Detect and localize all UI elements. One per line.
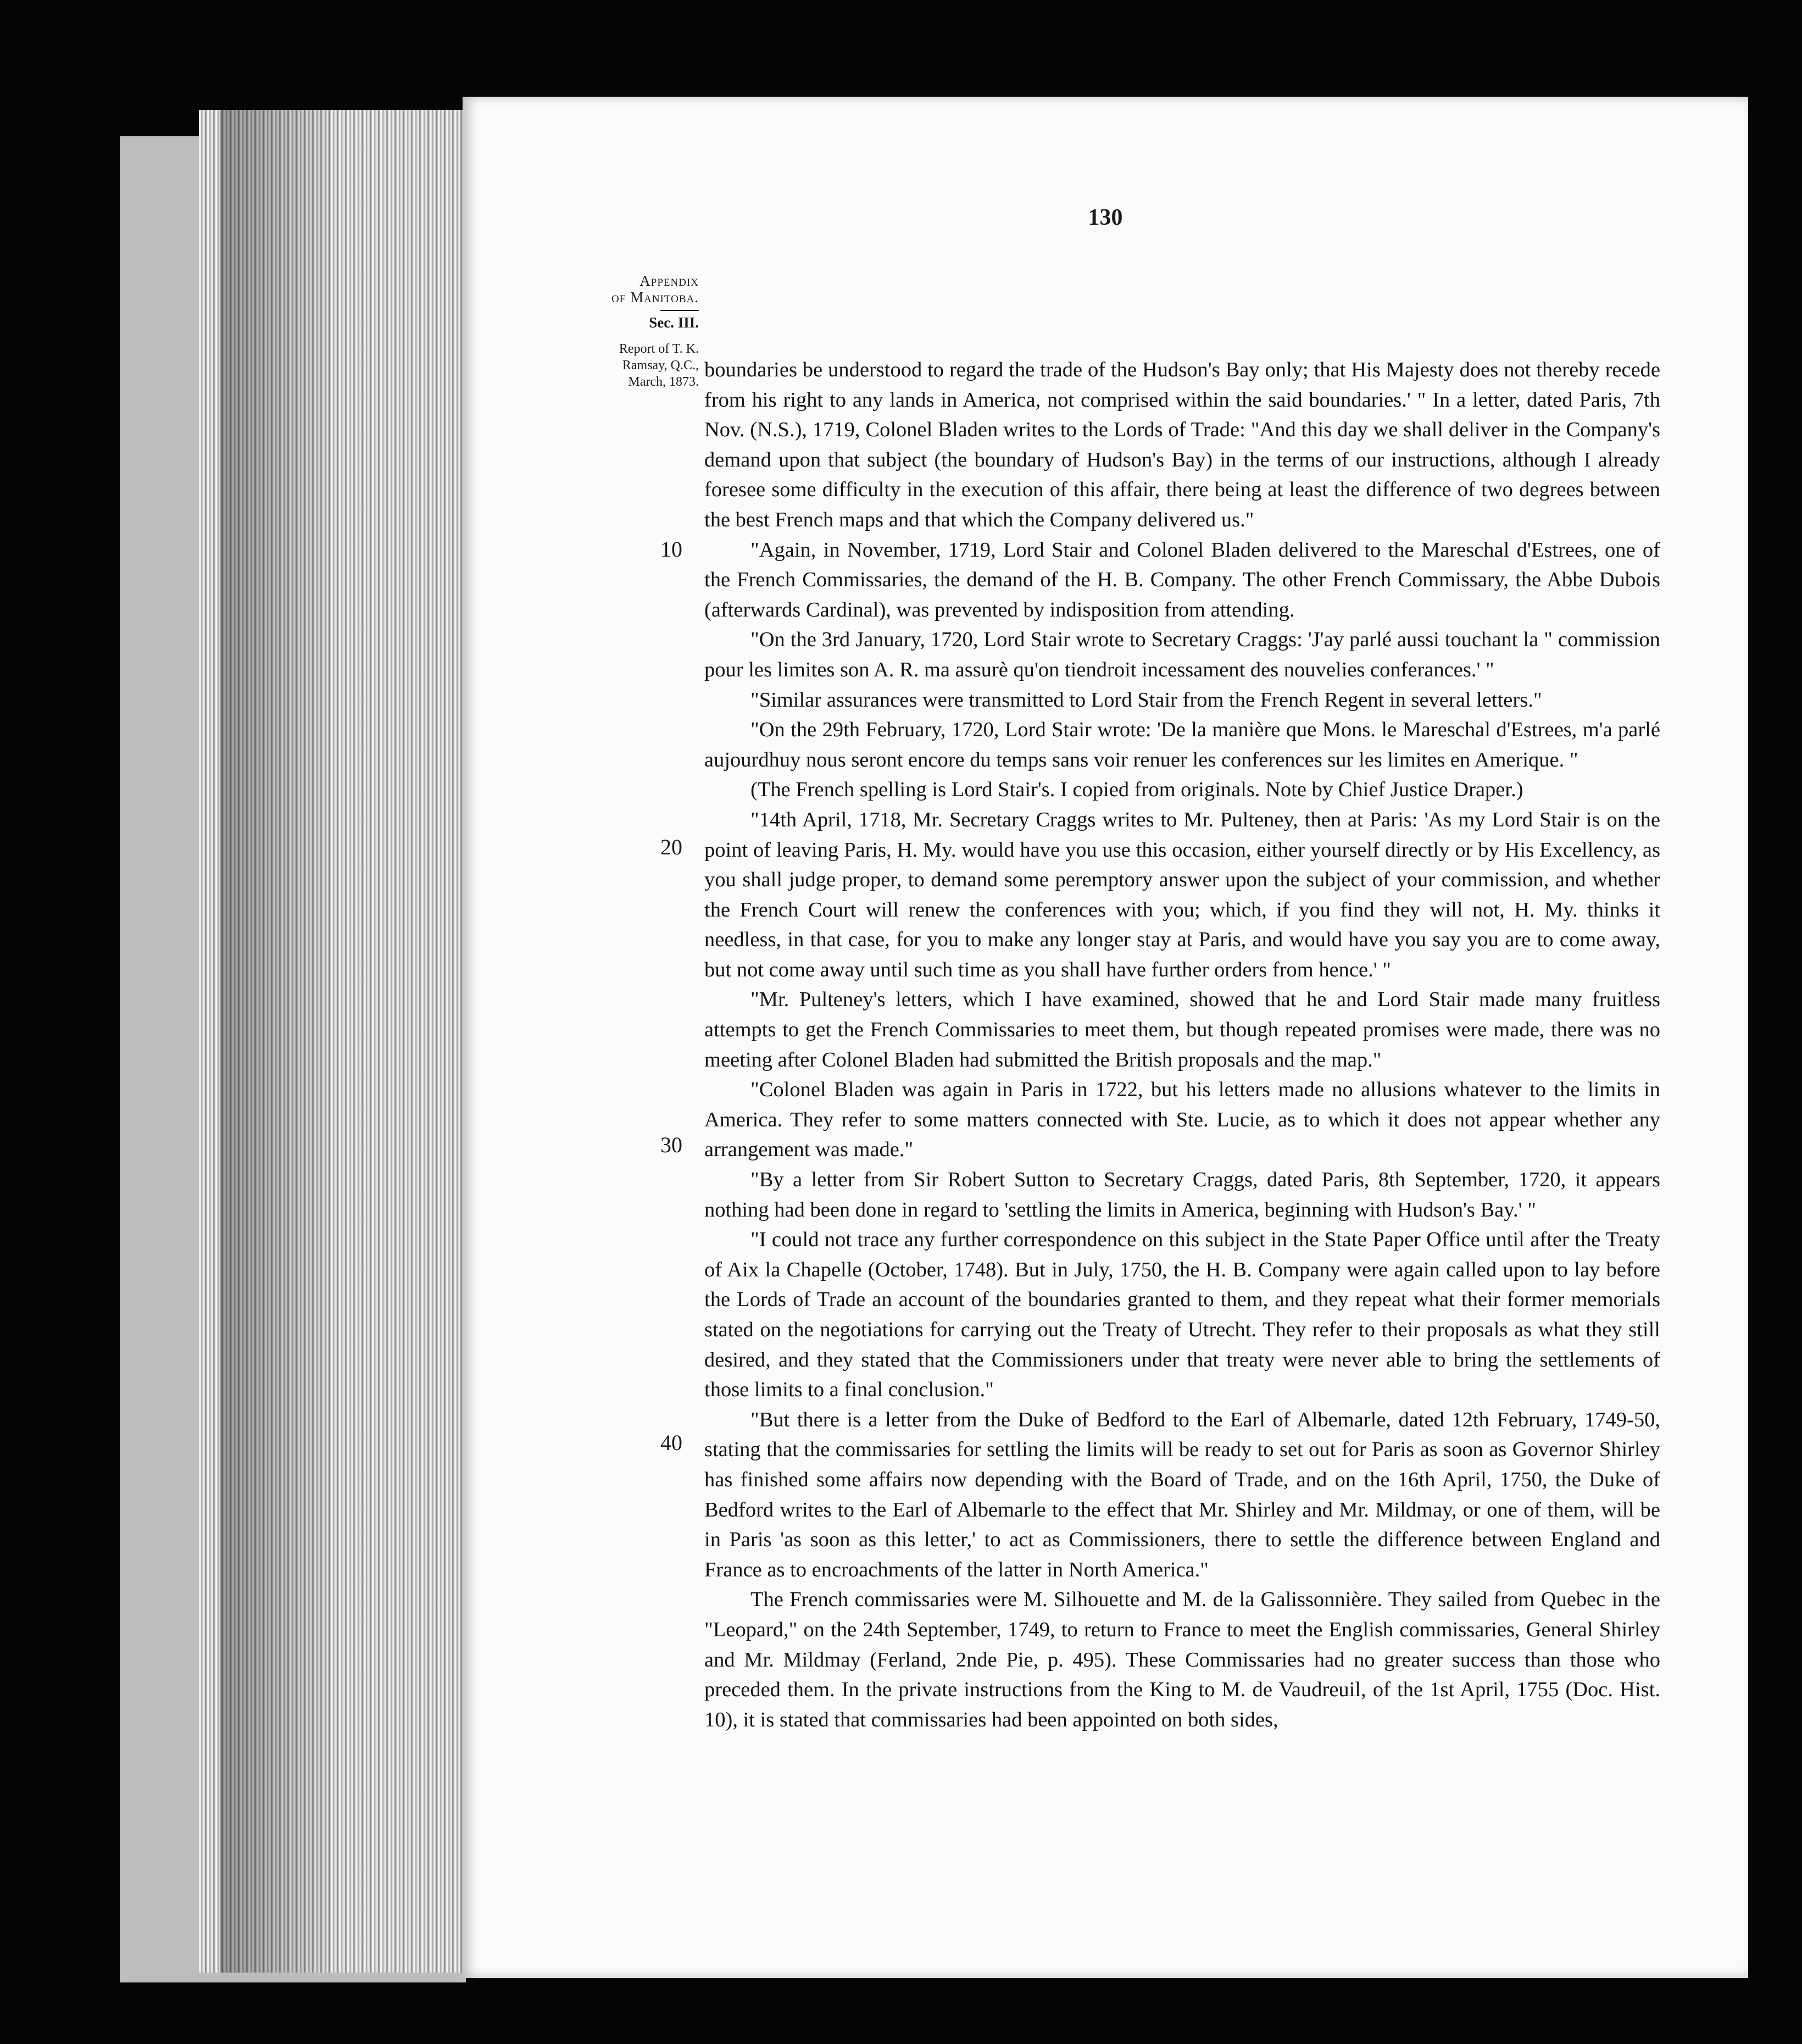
side-note-report-line: March, 1873.: [628, 375, 699, 389]
book-page: [463, 97, 1748, 1978]
line-number: 30: [660, 1132, 682, 1157]
paragraph: "I could not trace any further correspondence on this subject in the State Paper Office until after the Treaty of Aix la Chapelle (October, 1748). But in July, 1750, the H. B. Company were again called upon to lay before the Lords of Trade an account of the boundaries granted to them, and they repeat what their former memorials stated on the negotiations for carrying out the Treaty of Utrecht. They refer to their proposals as what they still desired, and they stated that the Commissioners under that treaty were never able to bring the settlements of those limits to a final conclusion.": [704, 1228, 1660, 1402]
margin-side-note: [578, 273, 699, 390]
line-number: 40: [660, 1430, 682, 1455]
paragraph: (The French spelling is Lord Stair's. I copied from originals. Note by Chief Justice Draper.): [750, 778, 1523, 802]
page-stack-shadow: [220, 110, 330, 1973]
scan-border-right: [1748, 0, 1802, 2044]
paragraph: "Colonel Bladen was again in Paris in 1722, but his letters made no allusions whatever to the limits in America. They refer to some matters connected with Ste. Lucie, as to which it does not appear whether any arrangement was made.": [704, 1078, 1660, 1162]
line-number: 20: [660, 835, 682, 859]
paragraph: boundaries be understood to regard the trade of the Hudson's Bay only; that His Majesty does not thereby recede from his right to any lands in America, not comprised within the said boundaries.' " In a letter, dated Paris, 7th Nov. (N.S.), 1719, Colonel Bladen writes to the Lords of Trade: "And this day we shall deliver in the Company's demand upon that subject (the boundary of Hudson's Bay) in the terms of our instructions, although I already foresee some difficulty in the execution of this affair, there being at least the difference of two degrees between the best French maps and that which the Company delivered us.": [704, 358, 1660, 531]
paragraph: "On the 3rd January, 1720, Lord Stair wrote to Secretary Craggs: 'J'ay parlé aussi touchant la " commission pour les limites son A. R. ma assurè qu'on tiendroit incessament des nouvelies conferances.' ": [704, 628, 1660, 681]
side-note-report-line: Report of T. K.: [619, 342, 699, 356]
paragraph: The French commissaries were M. Silhouette and M. de la Galissonnière. They sailed from Quebec in the "Leopard," on the 24th September, 1749, to return to France to meet the English commissaries, General Shirley and Mr. Mildmay (Ferland, 2nde Pie, p. 495). These Commissaries had no greater success than those who preceded them. In the private instructions from the King to M. de Vaudreuil, of the 1st April, 1755 (Doc. Hist. 10), it is stated that commissaries had been appointed on both sides,: [704, 1588, 1660, 1731]
paragraph: "Similar assurances were transmitted to Lord Stair from the French Regent in several letters.": [750, 688, 1542, 712]
paragraph: "14th April, 1718, Mr. Secretary Craggs writes to Mr. Pulteney, then at Paris: 'As my Lord Stair is on the point of leaving Paris, H. My. would have you use this occasion, either yourself directly or by His Excellency, as you shall judge proper, to demand some peremptory answer upon the subject of your commission, and whether the French Court will renew the conferences with you; which, if you find they will not, H. My. thinks it needless, in that case, for you to make any longer stay at Paris, and would have you say you are to come away, but not come away until such time as you shall have further orders from hence.' ": [704, 808, 1660, 981]
paragraph: "But there is a letter from the Duke of Bedford to the Earl of Albemarle, dated 12th February, 1749-50, stating that the commissaries for settling the limits will be ready to set out for Paris as soon as Governor Shirley has finished some affairs now depending with the Board of Trade, and on the 16th April, 1750, the Duke of Bedford writes to the Earl of Albemarle to the effect that Mr. Shirley and Mr. Mildmay, or one of them, will be in Paris 'as soon as this letter,' to act as Commissioners, there to settle the difference between England and France as to encroachments of the latter in North America.": [704, 1408, 1660, 1581]
body-text: [704, 355, 1660, 1735]
paragraph: "Again, in November, 1719, Lord Stair and Colonel Bladen delivered to the Mareschal d'Estrees, one of the French Commissaries, the demand of the H. B. Company. The other French Commissary, the Abbe Dubois (afterwards Cardinal), was prevented by indisposition from attending.: [704, 538, 1660, 621]
paragraph: "On the 29th February, 1720, Lord Stair wrote: 'De la manière que Mons. le Mareschal d'Estrees, m'a parlé aujourdhuy nous seront encore du temps sans voir renuer les conferences sur les limites en Amerique. ": [704, 718, 1660, 771]
line-number: 10: [660, 537, 682, 562]
side-note-section: Sec. III.: [649, 314, 699, 331]
side-note-title-line1: Appendix: [639, 273, 699, 289]
paragraph: "Mr. Pulteney's letters, which I have examined, showed that he and Lord Stair made many fruitless attempts to get the French Commissaries to meet them, but though repeated promises were made, there was no meeting after Colonel Bladen had submitted the British proposals and the map.": [704, 988, 1660, 1071]
page-number: 130: [1088, 205, 1123, 230]
side-note-report-line: Ramsay, Q.C.,: [622, 358, 699, 373]
side-note-title-line2: of Manitoba.: [611, 289, 699, 306]
side-note-rule: [660, 310, 699, 311]
paragraph: "By a letter from Sir Robert Sutton to Secretary Craggs, dated Paris, 8th September, 1720, it appears nothing had been done in regard to 'settling the limits in America, beginning with Hudson's Bay.' ": [704, 1168, 1660, 1221]
